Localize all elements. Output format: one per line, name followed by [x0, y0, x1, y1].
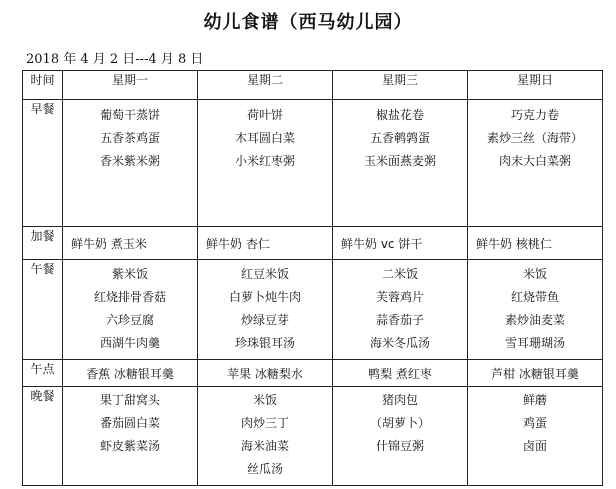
menu-item: 米饭: [522, 267, 547, 281]
header-day: 星期三: [333, 71, 468, 100]
lunch-row: [23, 260, 603, 360]
menu-cell: [63, 387, 198, 486]
meal-label-dinner: 晚餐: [23, 387, 63, 486]
afternoon-snack-row: [23, 360, 603, 387]
menu-cell: [468, 387, 603, 486]
menu-cell: 香蕉 冰糖银耳羹: [63, 360, 198, 387]
meal-label-lunch: 午餐: [23, 260, 63, 360]
menu-item: 雪耳珊瑚汤: [504, 336, 565, 350]
header-day: 星期一: [63, 71, 198, 100]
menu-item: 肉末大白菜粥: [498, 154, 571, 168]
menu-item: 玉米面燕麦粥: [363, 154, 436, 168]
menu-item: 椒盐花卷: [375, 108, 424, 122]
menu-item: 葡萄干蒸饼: [99, 108, 160, 122]
menu-item: 素炒油麦菜: [504, 313, 565, 327]
menu-cell: [333, 100, 468, 227]
menu-item: 芙蓉鸡片: [375, 290, 424, 304]
menu-item: 丝瓜汤: [246, 462, 283, 476]
menu-item: 红烧排骨香菇: [93, 290, 166, 304]
menu-cell: 芦柑 冰糖银耳羹: [468, 360, 603, 387]
menu-cell: [333, 387, 468, 486]
header-row: [23, 71, 603, 100]
meal-label-snack: 加餐: [23, 227, 63, 260]
date-range: 2018 年 4 月 2 日---4 月 8 日: [26, 52, 204, 67]
menu-item: 香米紫米粥: [99, 154, 160, 168]
menu-item: 炒绿豆芽: [240, 313, 289, 327]
menu-item: 素炒三丝（海带）: [486, 131, 583, 145]
menu-item: 五香鹌鹑蛋: [369, 131, 430, 145]
menu-cell: 鸭梨 煮红枣: [333, 360, 468, 387]
menu-item: 荷叶饼: [246, 108, 283, 122]
meal-label-afternoon: 午点: [23, 360, 63, 387]
page-title: 幼儿食谱（西马幼儿园）: [203, 12, 413, 33]
header-day: 星期二: [198, 71, 333, 100]
dinner-row: [23, 387, 603, 486]
menu-cell: [198, 100, 333, 227]
menu-item: 米饭: [252, 393, 277, 407]
snack-row: [23, 227, 603, 260]
menu-item: 海米冬瓜汤: [369, 336, 430, 350]
menu-item: 六珍豆腐: [105, 313, 154, 327]
menu-item: 虾皮紫菜汤: [99, 439, 160, 453]
menu-item: 紫米饭: [111, 267, 148, 281]
menu-item: （胡萝卜）: [369, 416, 430, 430]
menu-cell: 鲜牛奶 核桃仁: [468, 227, 603, 260]
header-day: 星期日: [468, 71, 603, 100]
menu-item: 猪肉包: [381, 393, 418, 407]
menu-cell: [63, 260, 198, 360]
menu-cell: [63, 100, 198, 227]
meal-label-breakfast: 早餐: [23, 100, 63, 227]
menu-item: 巧克力卷: [510, 108, 559, 122]
menu-cell: [468, 260, 603, 360]
menu-cell: 鲜牛奶 vc 饼干: [333, 227, 468, 260]
menu-item: 什锦豆粥: [375, 439, 424, 453]
menu-item: 肉炒三丁: [240, 416, 289, 430]
menu-cell: 鲜牛奶 煮玉米: [63, 227, 198, 260]
header-time: 时间: [23, 71, 63, 100]
menu-item: 海米油菜: [240, 439, 289, 453]
menu-item: 红豆米饭: [240, 267, 289, 281]
menu-item: 西湖牛肉羹: [99, 336, 160, 350]
menu-item: 卤面: [522, 439, 547, 453]
menu-item: 鸡蛋: [522, 416, 547, 430]
menu-item: 鲜蘑: [522, 393, 547, 407]
menu-item: 果丁甜窝头: [99, 393, 160, 407]
menu-item: 五香茶鸡蛋: [99, 131, 160, 145]
menu-cell: [468, 100, 603, 227]
menu-cell: [333, 260, 468, 360]
menu-item: 红烧带鱼: [510, 290, 559, 304]
menu-cell: [198, 260, 333, 360]
menu-cell: 鲜牛奶 杏仁: [198, 227, 333, 260]
menu-cell: [198, 387, 333, 486]
menu-cell: 苹果 冰糖梨水: [198, 360, 333, 387]
menu-item: 小米红枣粥: [234, 154, 295, 168]
menu-item: 二米饭: [381, 267, 418, 281]
menu-item: 白萝卜炖牛肉: [228, 290, 301, 304]
breakfast-row: [23, 100, 603, 227]
menu-item: 珍珠银耳汤: [234, 336, 295, 350]
menu-item: 番茄圆白菜: [99, 416, 160, 430]
menu-table: [22, 70, 603, 486]
menu-item: 木耳圆白菜: [234, 131, 295, 145]
menu-item: 蒜香茄子: [375, 313, 424, 327]
